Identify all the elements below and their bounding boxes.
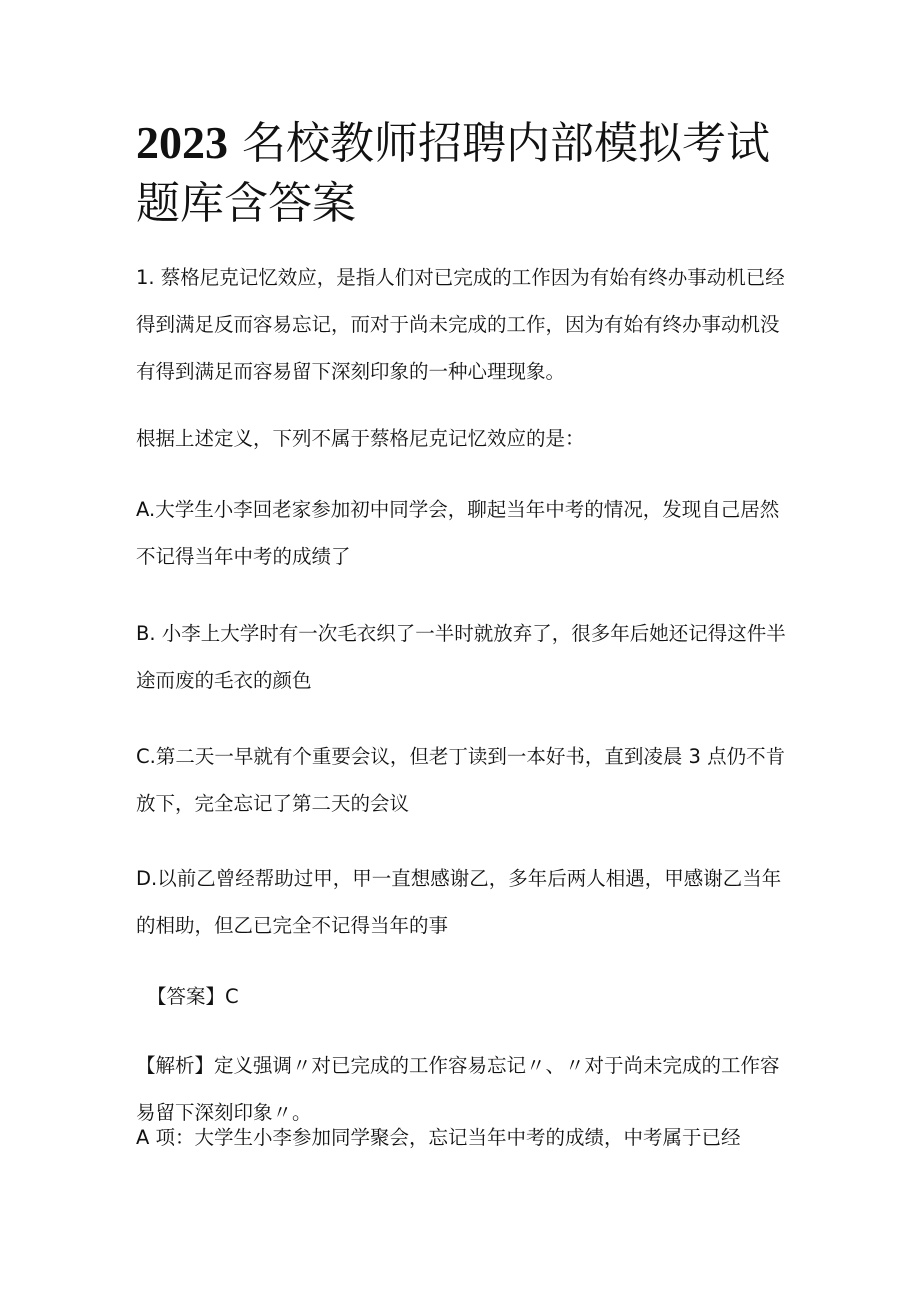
answer-line: 【答案】C xyxy=(147,985,239,1008)
document-title xyxy=(136,113,796,234)
item-a-explanation: A 项：大学生小李参加同学聚会，忘记当年中考的成绩，中考属于已经 xyxy=(136,1126,741,1149)
option-c: C.第二天一早就有个重要会议，但老丁读到一本好书，直到凌晨 3 点仍不肯放下，完全忘记了第二天的会议 xyxy=(136,745,786,815)
question-text: 1. 蔡格尼克记忆效应，是指人们对已完成的工作因为有始有终办事动机已经得到满足反而容易忘记，而对于尚未完成的工作，因为有始有终办事动机没有得到满足而容易留下深刻印象的一种心理现象。 xyxy=(136,266,785,383)
option-b: B. 小李上大学时有一次毛衣织了一半时就放弃了，很多年后她还记得这件半途而废的毛衣的颜色 xyxy=(136,622,786,692)
title-text: 名校教师招聘内部模拟考试题库含答案 xyxy=(136,118,770,229)
question-prompt: 根据上述定义，下列不属于蔡格尼克记忆效应的是： xyxy=(136,427,585,450)
option-d: D.以前乙曾经帮助过甲，甲一直想感谢乙，多年后两人相遇，甲感谢乙当年的相助，但乙已完全不记得当年的事 xyxy=(136,867,782,937)
option-a: A.大学生小李回老家参加初中同学会，聊起当年中考的情况，发现自己居然不记得当年中考的成绩了 xyxy=(136,498,780,568)
title-year: 2023 xyxy=(136,117,228,168)
analysis-text: 【解析】定义强调〃对已完成的工作容易忘记〃、〃对于尚未完成的工作容易留下深刻印象〃。 xyxy=(136,1054,780,1124)
